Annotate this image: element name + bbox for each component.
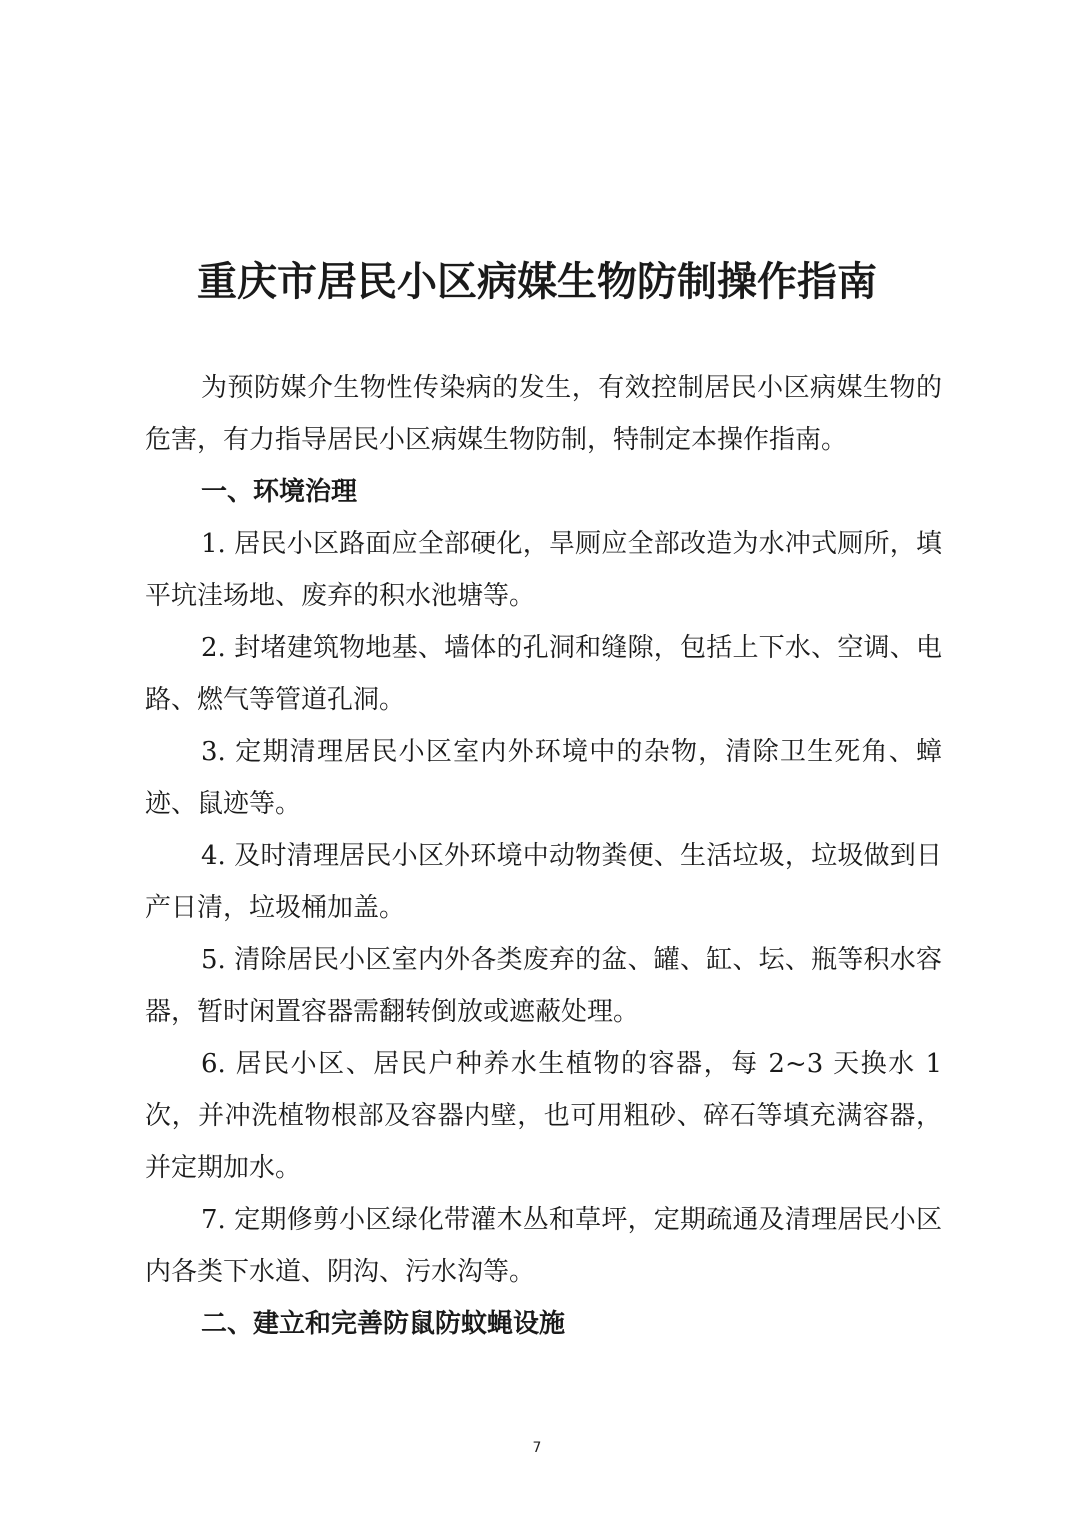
list-item: 7. 定期修剪小区绿化带灌木丛和草坪，定期疏通及清理居民小区内各类下水道、阴沟、污水沟等。 [145, 1205, 942, 1287]
document-body [145, 362, 942, 1350]
list-item: 4. 及时清理居民小区外环境中动物粪便、生活垃圾，垃圾做到日产日清，垃圾桶加盖。 [145, 841, 942, 923]
list-item: 5. 清除居民小区室内外各类废弃的盆、罐、缸、坛、瓶等积水容器，暂时闲置容器需翻转倒放或遮蔽处理。 [145, 945, 942, 1027]
list-item: 6. 居民小区、居民户种养水生植物的容器，每 2~3 天换水 1次，并冲洗植物根部及容器内壁，也可用粗砂、碎石等填充满容器，并定期加水。 [145, 1049, 942, 1183]
document-title: 重庆市居民小区病媒生物防制操作指南 [197, 258, 877, 305]
page-number: 7 [532, 1440, 542, 1456]
list-item: 2. 封堵建筑物地基、墙体的孔洞和缝隙，包括上下水、空调、电路、燃气等管道孔洞。 [145, 633, 942, 715]
intro-paragraph: 为预防媒介生物性传染病的发生，有效控制居民小区病媒生物的危害，有力指导居民小区病媒生物防制，特制定本操作指南。 [145, 373, 942, 455]
section-heading-facilities: 二、建立和完善防鼠防蚊蝇设施 [201, 1309, 566, 1339]
list-item: 1. 居民小区路面应全部硬化，旱厕应全部改造为水冲式厕所，填平坑洼场地、废弃的积水池塘等。 [145, 529, 942, 611]
section-heading-environment: 一、环境治理 [201, 477, 358, 507]
list-item: 3. 定期清理居民小区室内外环境中的杂物，清除卫生死角、蟑迹、鼠迹等。 [145, 737, 942, 819]
